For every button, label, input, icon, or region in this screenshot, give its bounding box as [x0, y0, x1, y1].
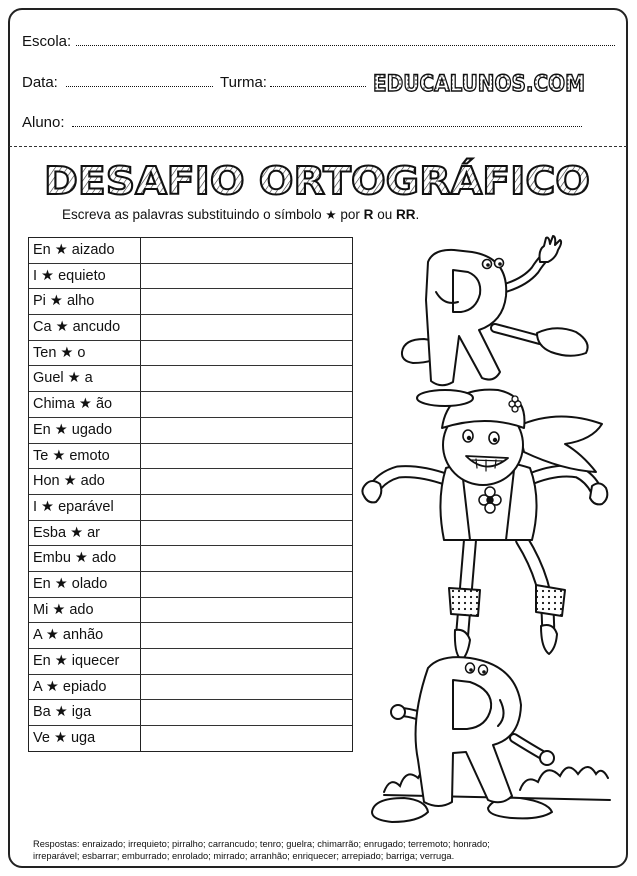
answer-blank: [141, 315, 352, 340]
table-row: [29, 264, 352, 290]
word-prompt: En ★ ugado: [29, 418, 141, 443]
word-prompt: Mi ★ ado: [29, 598, 141, 623]
table-row: [29, 392, 352, 418]
student-label: Aluno:: [22, 114, 65, 131]
table-row: [29, 366, 352, 392]
school-field-line: [76, 45, 615, 46]
word-prompt: Ca ★ ancudo: [29, 315, 141, 340]
answer-blank: [141, 598, 352, 623]
answer-blank: [141, 521, 352, 546]
table-row: [29, 598, 352, 624]
answer-blank: [141, 264, 352, 289]
word-prompt: Te ★ emoto: [29, 444, 141, 469]
answer-blank: [141, 469, 352, 494]
option-rr: RR: [395, 207, 416, 222]
answer-blank: [141, 238, 352, 263]
date-label: Data:: [22, 74, 58, 91]
answer-blank: [141, 726, 352, 752]
table-row: [29, 649, 352, 675]
answer-blank: [141, 418, 352, 443]
header-separator: [9, 146, 627, 147]
logo-text: EDUCALUNOS.COM: [373, 72, 585, 97]
answer-blank: [141, 392, 352, 417]
answer-blank: [141, 649, 352, 674]
word-prompt: En ★ iquecer: [29, 649, 141, 674]
word-prompt: Esba ★ ar: [29, 521, 141, 546]
word-prompt: Ten ★ o: [29, 341, 141, 366]
table-row: [29, 700, 352, 726]
answer-blank: [141, 572, 352, 597]
word-prompt: En ★ aizado: [29, 238, 141, 263]
school-label: Escola:: [22, 33, 72, 50]
table-row: [29, 469, 352, 495]
word-prompt: Ve ★ uga: [29, 726, 141, 752]
word-prompt: Embu ★ ado: [29, 546, 141, 571]
worksheet-title: [40, 154, 596, 202]
educalunos-logo: [370, 66, 588, 98]
student-field-line: [72, 126, 582, 127]
star-symbol: ★: [325, 207, 337, 222]
instruction-end: .: [415, 207, 420, 222]
table-row: [29, 546, 352, 572]
instruction-text: Escreva as palavras substituindo o símbolo: [62, 207, 322, 222]
word-prompt: En ★ olado: [29, 572, 141, 597]
table-row: [29, 289, 352, 315]
table-row: [29, 315, 352, 341]
word-prompt: Guel ★ a: [29, 366, 141, 391]
word-prompt: I ★ equieto: [29, 264, 141, 289]
word-prompt: A ★ anhão: [29, 623, 141, 648]
word-prompt: A ★ epiado: [29, 675, 141, 700]
table-row: [29, 521, 352, 547]
answer-blank: [141, 444, 352, 469]
answer-blank: [141, 546, 352, 571]
answer-blank: [141, 495, 352, 520]
word-table: [28, 237, 353, 752]
title-text: DESAFIO ORTOGRÁFICO: [44, 159, 590, 202]
table-row: [29, 572, 352, 598]
table-row: [29, 238, 352, 264]
table-row: [29, 726, 352, 752]
answer-blank: [141, 700, 352, 725]
instruction: [62, 207, 419, 223]
answer-key-line-1: Respostas: enraizado; irrequieto; pirralho; carrancudo; tenro; guelra; chimarrão; enrugado; terremoto; honrado;: [33, 839, 490, 849]
class-field-line: [270, 86, 366, 87]
answer-blank: [141, 675, 352, 700]
table-row: [29, 418, 352, 444]
word-prompt: I ★ eparável: [29, 495, 141, 520]
answer-blank: [141, 289, 352, 314]
table-row: [29, 495, 352, 521]
answer-blank: [141, 623, 352, 648]
answer-blank: [141, 366, 352, 391]
table-row: [29, 444, 352, 470]
word-prompt: Ba ★ iga: [29, 700, 141, 725]
answer-key: [33, 838, 490, 862]
instruction-ou: ou: [377, 207, 393, 222]
answer-blank: [141, 341, 352, 366]
date-field-line: [66, 86, 213, 87]
instruction-por: por: [340, 207, 360, 222]
word-prompt: Pi ★ alho: [29, 289, 141, 314]
class-label: Turma:: [220, 74, 267, 91]
word-prompt: Chima ★ ão: [29, 392, 141, 417]
table-row: [29, 675, 352, 701]
option-r: R: [363, 207, 374, 222]
answer-key-line-2: irreparável; esbarrar; emburrado; enrolado; mirrado; arranhão; enriquecer; arrepiado; barriga; verruga.: [33, 851, 455, 861]
table-row: [29, 341, 352, 367]
table-row: [29, 623, 352, 649]
word-prompt: Hon ★ ado: [29, 469, 141, 494]
